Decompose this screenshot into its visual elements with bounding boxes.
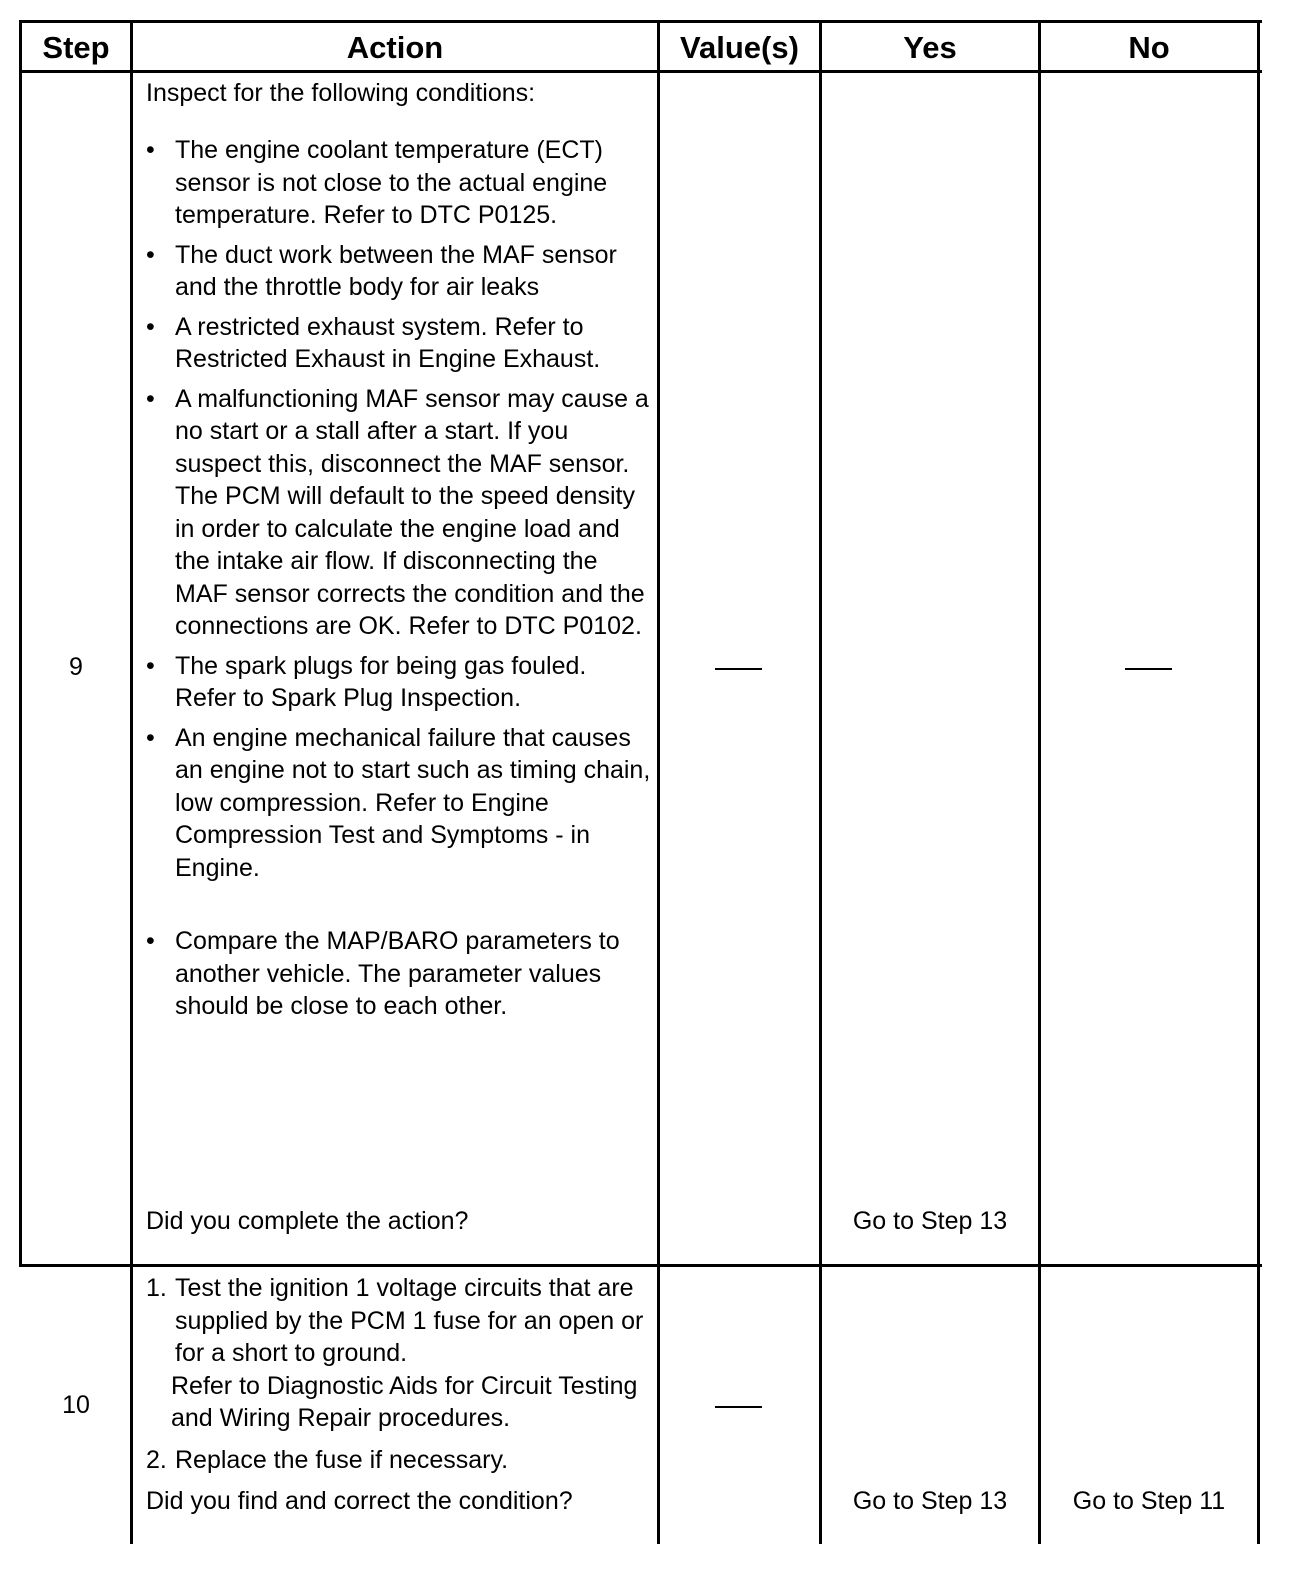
header-no: No — [1128, 30, 1170, 65]
step-item: 2. Replace the fuse if necessary. — [146, 1445, 509, 1474]
condition-item: • A restricted exhaust system. Refer to Restricted Exhaust in Engine Exhaust. — [146, 311, 651, 376]
condition-item: • The duct work between the MAF sensor and the throttle body for air leaks — [146, 239, 651, 304]
header-step: Step — [42, 30, 110, 65]
row10-no: Go to Step 11 — [1072, 1487, 1226, 1515]
row10-yes: Go to Step 13 — [852, 1487, 1008, 1515]
row9-condition-list — [146, 134, 651, 1023]
row9-no-dash — [1125, 668, 1172, 670]
row10-step-list — [146, 1272, 656, 1476]
condition-item: • Compare the MAP/BARO parameters to another vehicle. The parameter values should be close to each other. — [146, 925, 651, 1023]
condition-item: • A malfunctioning MAF sensor may cause a no start or a stall after a start. If you suspect this, disconnect the MAF sensor. The PCM will default to the speed density in order to calculate the engine load and the intake air flow. If disconnecting the MAF sensor corrects the condition and the connections are OK. Refer to DTC P0102. — [146, 383, 651, 643]
step-item: 1. Test the ignition 1 voltage circuits that are supplied by the PCM 1 fuse for an open or for a short to ground. — [146, 1274, 644, 1367]
row10-question: Did you find and correct the condition? — [146, 1487, 573, 1515]
header-values: Value(s) — [680, 30, 799, 65]
condition-item: • The spark plugs for being gas fouled. Refer to Spark Plug Inspection. — [146, 650, 651, 715]
row9-question: Did you complete the action? — [146, 1207, 469, 1235]
header-action: Action — [346, 30, 444, 65]
col-divider-values — [819, 20, 822, 1544]
row10-values-dash — [715, 1406, 762, 1408]
table-top-border — [19, 20, 1262, 23]
row-divider — [19, 1264, 1262, 1267]
col-divider-action — [657, 20, 660, 1544]
row9-intro: Inspect for the following conditions: — [146, 79, 536, 107]
condition-item: • An engine mechanical failure that causes an engine not to start such as timing chain, low compression. Refer to Engine Compression Test and Symptoms - in Engine. — [146, 722, 651, 885]
step-item-note: Refer to Diagnostic Aids for Circuit Testing and Wiring Repair procedures. — [171, 1371, 638, 1432]
row9-values-dash — [715, 668, 762, 670]
table-right-border — [1257, 20, 1260, 1544]
col-divider-yes — [1038, 20, 1041, 1544]
condition-item: • The engine coolant temperature (ECT) sensor is not close to the actual engine temperature. Refer to DTC P0125. — [146, 134, 651, 232]
step-number-9: 9 — [69, 653, 83, 681]
row9-yes: Go to Step 13 — [852, 1207, 1008, 1235]
header-yes: Yes — [903, 30, 957, 65]
step-number-10: 10 — [62, 1391, 90, 1419]
col-divider-step — [130, 20, 133, 1544]
